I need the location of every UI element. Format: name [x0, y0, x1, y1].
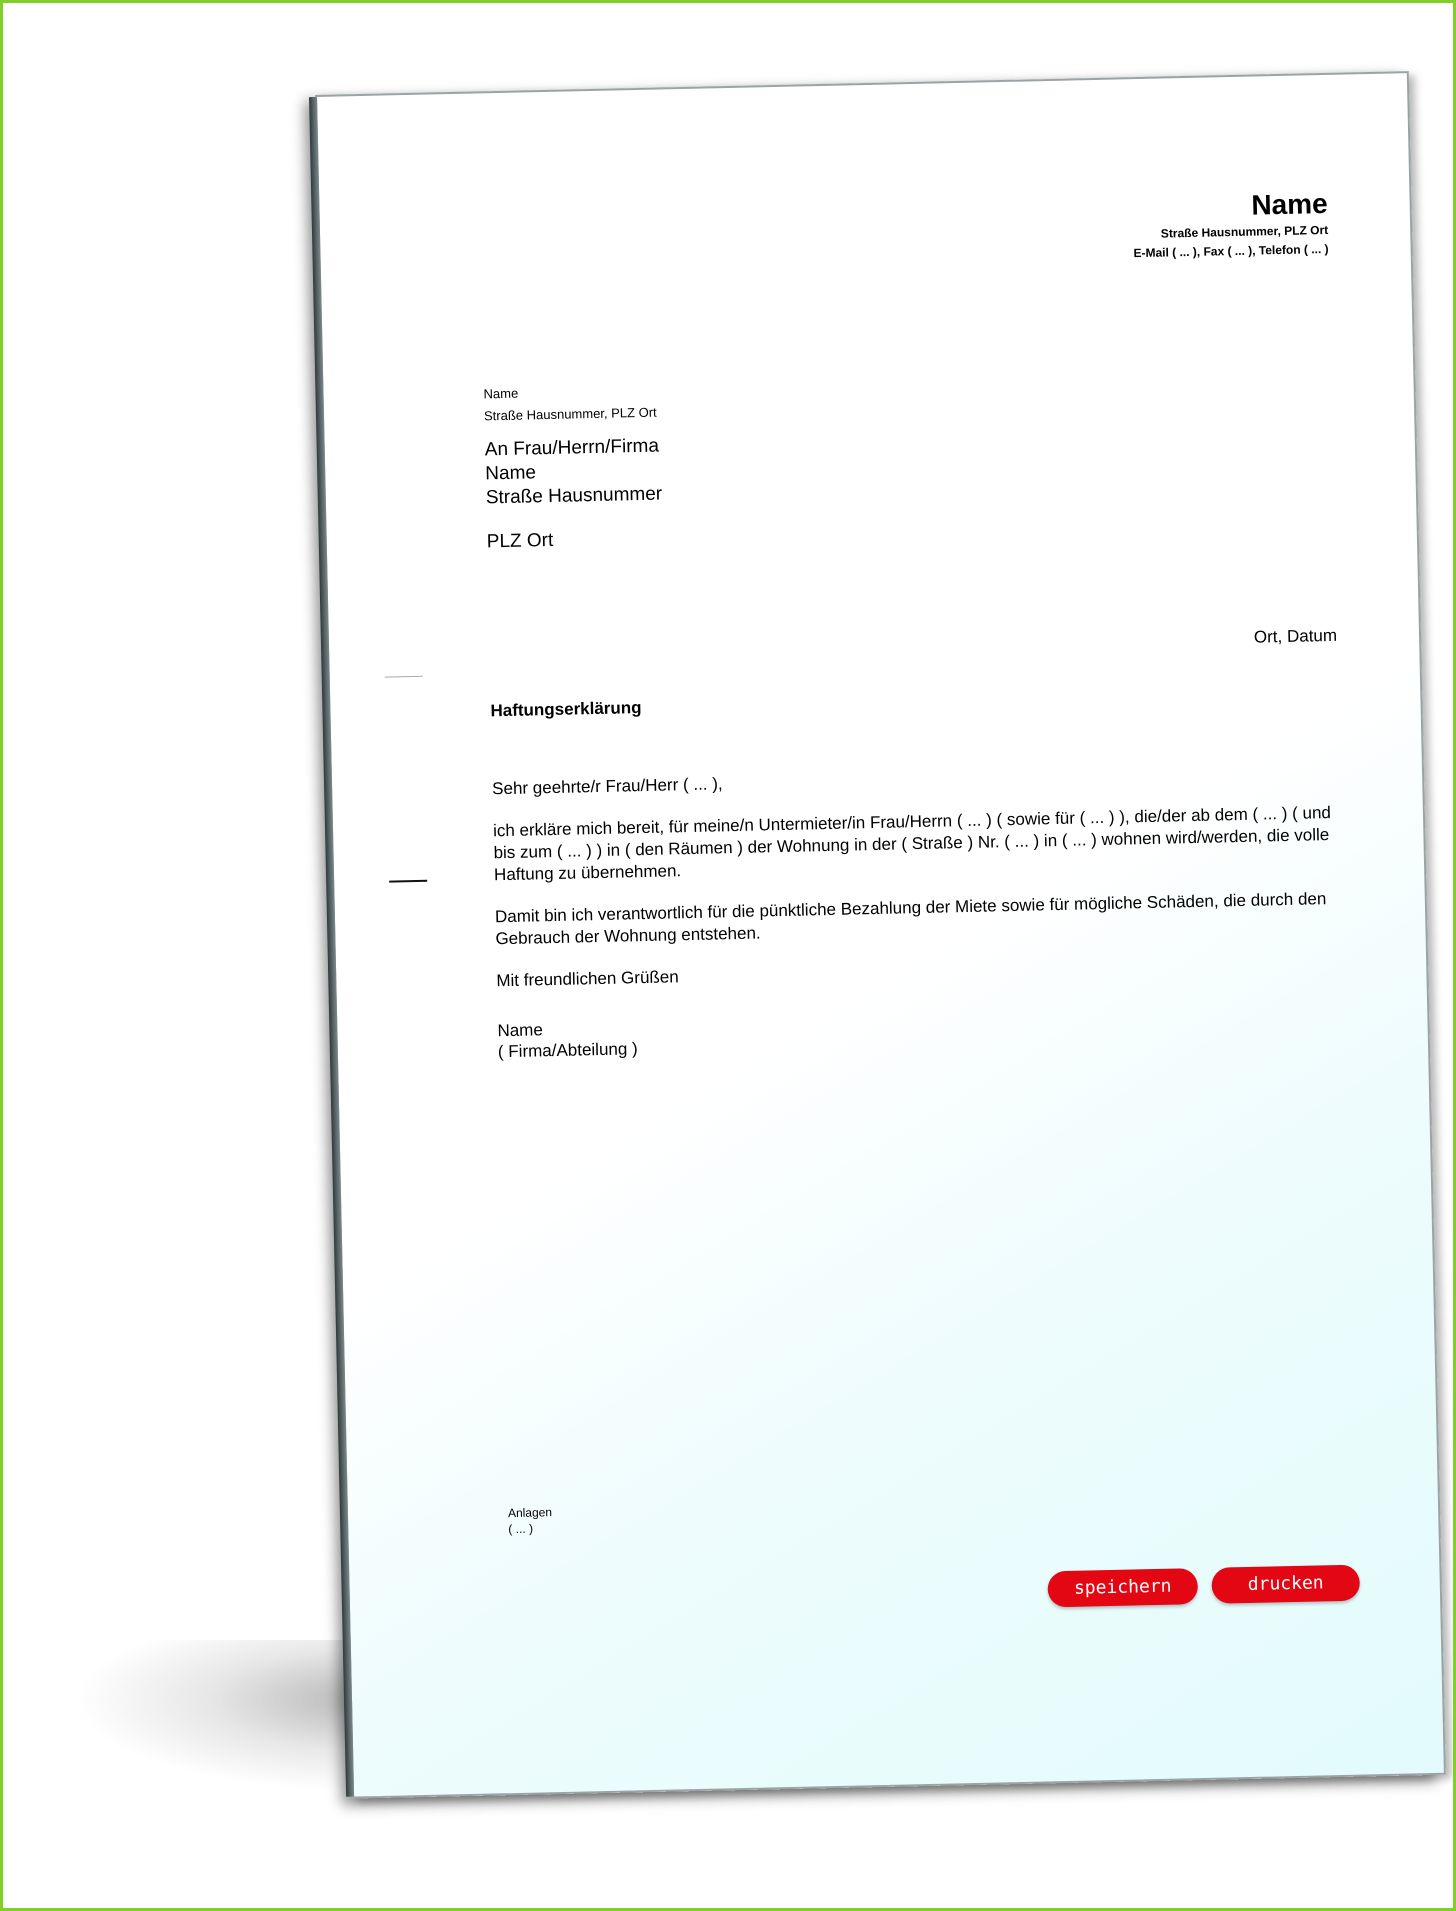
recipient-line-1: An Frau/Herrn/Firma: [484, 435, 660, 461]
letterhead-contact: E-Mail ( ... ), Fax ( ... ), Telefon ( ... ): [1133, 241, 1329, 261]
return-address-name: Name: [483, 385, 519, 402]
letterhead-name: Name: [1251, 187, 1328, 221]
fold-mark-top: [385, 676, 423, 678]
print-button[interactable]: drucken: [1211, 1565, 1360, 1604]
signature-department: ( Firma/Abteilung ): [497, 1039, 638, 1062]
return-address-street: Straße Hausnummer, PLZ Ort: [483, 404, 657, 424]
letterhead-address: Straße Hausnummer, PLZ Ort: [1160, 222, 1329, 241]
letter-page: [315, 71, 1446, 1798]
attachments: [508, 1504, 553, 1537]
recipient-address: [485, 435, 664, 555]
letter-body: [492, 760, 1357, 1013]
place-date: Ort, Datum: [1253, 625, 1338, 647]
save-button[interactable]: speichern: [1047, 1568, 1198, 1607]
attachments-label: Anlagen: [507, 1505, 553, 1521]
recipient-line-2: Name: [485, 462, 537, 485]
return-address: [483, 380, 657, 428]
salutation: Sehr geehrte/r Frau/Herr ( ... ),: [491, 774, 723, 799]
closing: Mit freundlichen Grüßen: [496, 967, 679, 991]
recipient-line-3: Straße Hausnummer: [485, 483, 663, 509]
document-preview: [315, 95, 1405, 1795]
signature-name: Name: [497, 1020, 544, 1041]
body-paragraph-2: Damit bin ich verantwortlich für die pünktliche Bezahlung der Miete sowie für mögliche Schäden, die durch den Gebrauch der Wohnung entstehen.: [494, 889, 1327, 949]
letter-subject: Haftungserklärung: [490, 698, 642, 721]
page-edge: [309, 97, 354, 1797]
recipient-line-4: PLZ Ort: [486, 529, 554, 553]
attachments-value: ( ... ): [508, 1521, 534, 1537]
body-paragraph-1: ich erkläre mich bereit, für meine/n Untermieter/in Frau/Herrn ( ... ) ( sowie für ( ... ) ), die/der ab dem ( ... ) ( und bis zum ( ... ) ) in ( den Räumen ) der Wohnung in der ( Straße ) Nr. ( ... ) in ( ... ) wohnen wird/werden, die volle Haftung zu übernehmen.: [492, 803, 1332, 885]
punch-mark: [389, 880, 427, 883]
signature-block: [497, 1017, 638, 1062]
letterhead: [1132, 187, 1329, 263]
